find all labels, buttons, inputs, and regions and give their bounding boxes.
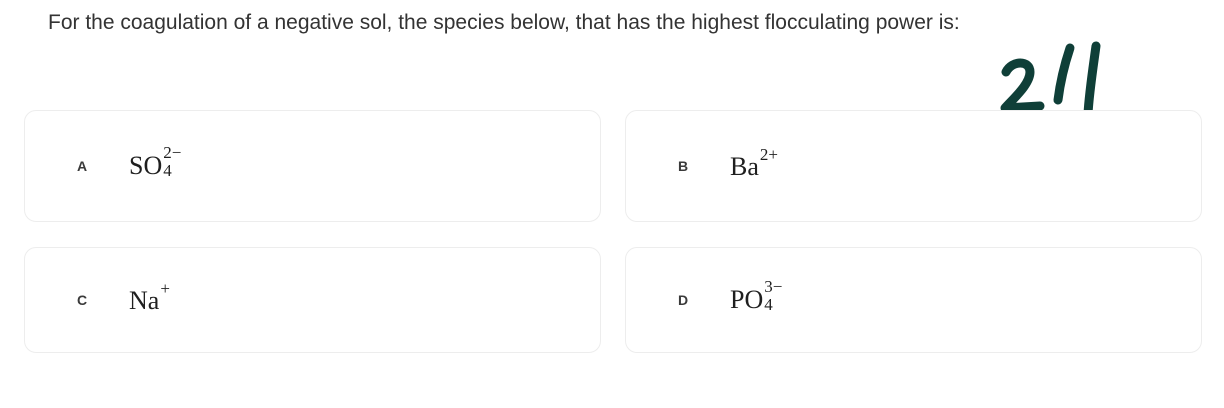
formula-subscript: 4 [163, 161, 172, 181]
option-a[interactable] [24, 110, 601, 222]
formula-superscript: 2+ [759, 145, 778, 165]
option-formula [129, 143, 182, 183]
formula-base: Ba [730, 152, 759, 182]
formula-subscript: 4 [764, 295, 773, 315]
option-letter: A [77, 158, 88, 174]
option-letter: D [678, 292, 689, 308]
option-letter: B [678, 158, 689, 174]
formula-base: SO [129, 151, 163, 181]
option-d[interactable] [625, 247, 1202, 353]
option-c[interactable] [24, 247, 601, 353]
handwritten-digit-1 [1088, 46, 1096, 114]
question-text: For the coagulation of a negative sol, the species below, that has the highest flocculating power is: [48, 11, 960, 34]
option-b[interactable] [625, 110, 1202, 222]
formula-superscript: 2− [163, 143, 182, 163]
formula-superscript: 3− [764, 277, 783, 297]
handwritten-digit-1 [1058, 48, 1070, 100]
handwritten-digit-2 [1005, 63, 1040, 108]
option-formula [730, 145, 778, 182]
option-letter: C [77, 292, 88, 308]
formula-base: PO [730, 285, 764, 315]
formula-base: Na [129, 286, 160, 316]
option-formula [730, 277, 783, 317]
option-formula [129, 279, 170, 316]
formula-superscript: + [160, 279, 170, 299]
